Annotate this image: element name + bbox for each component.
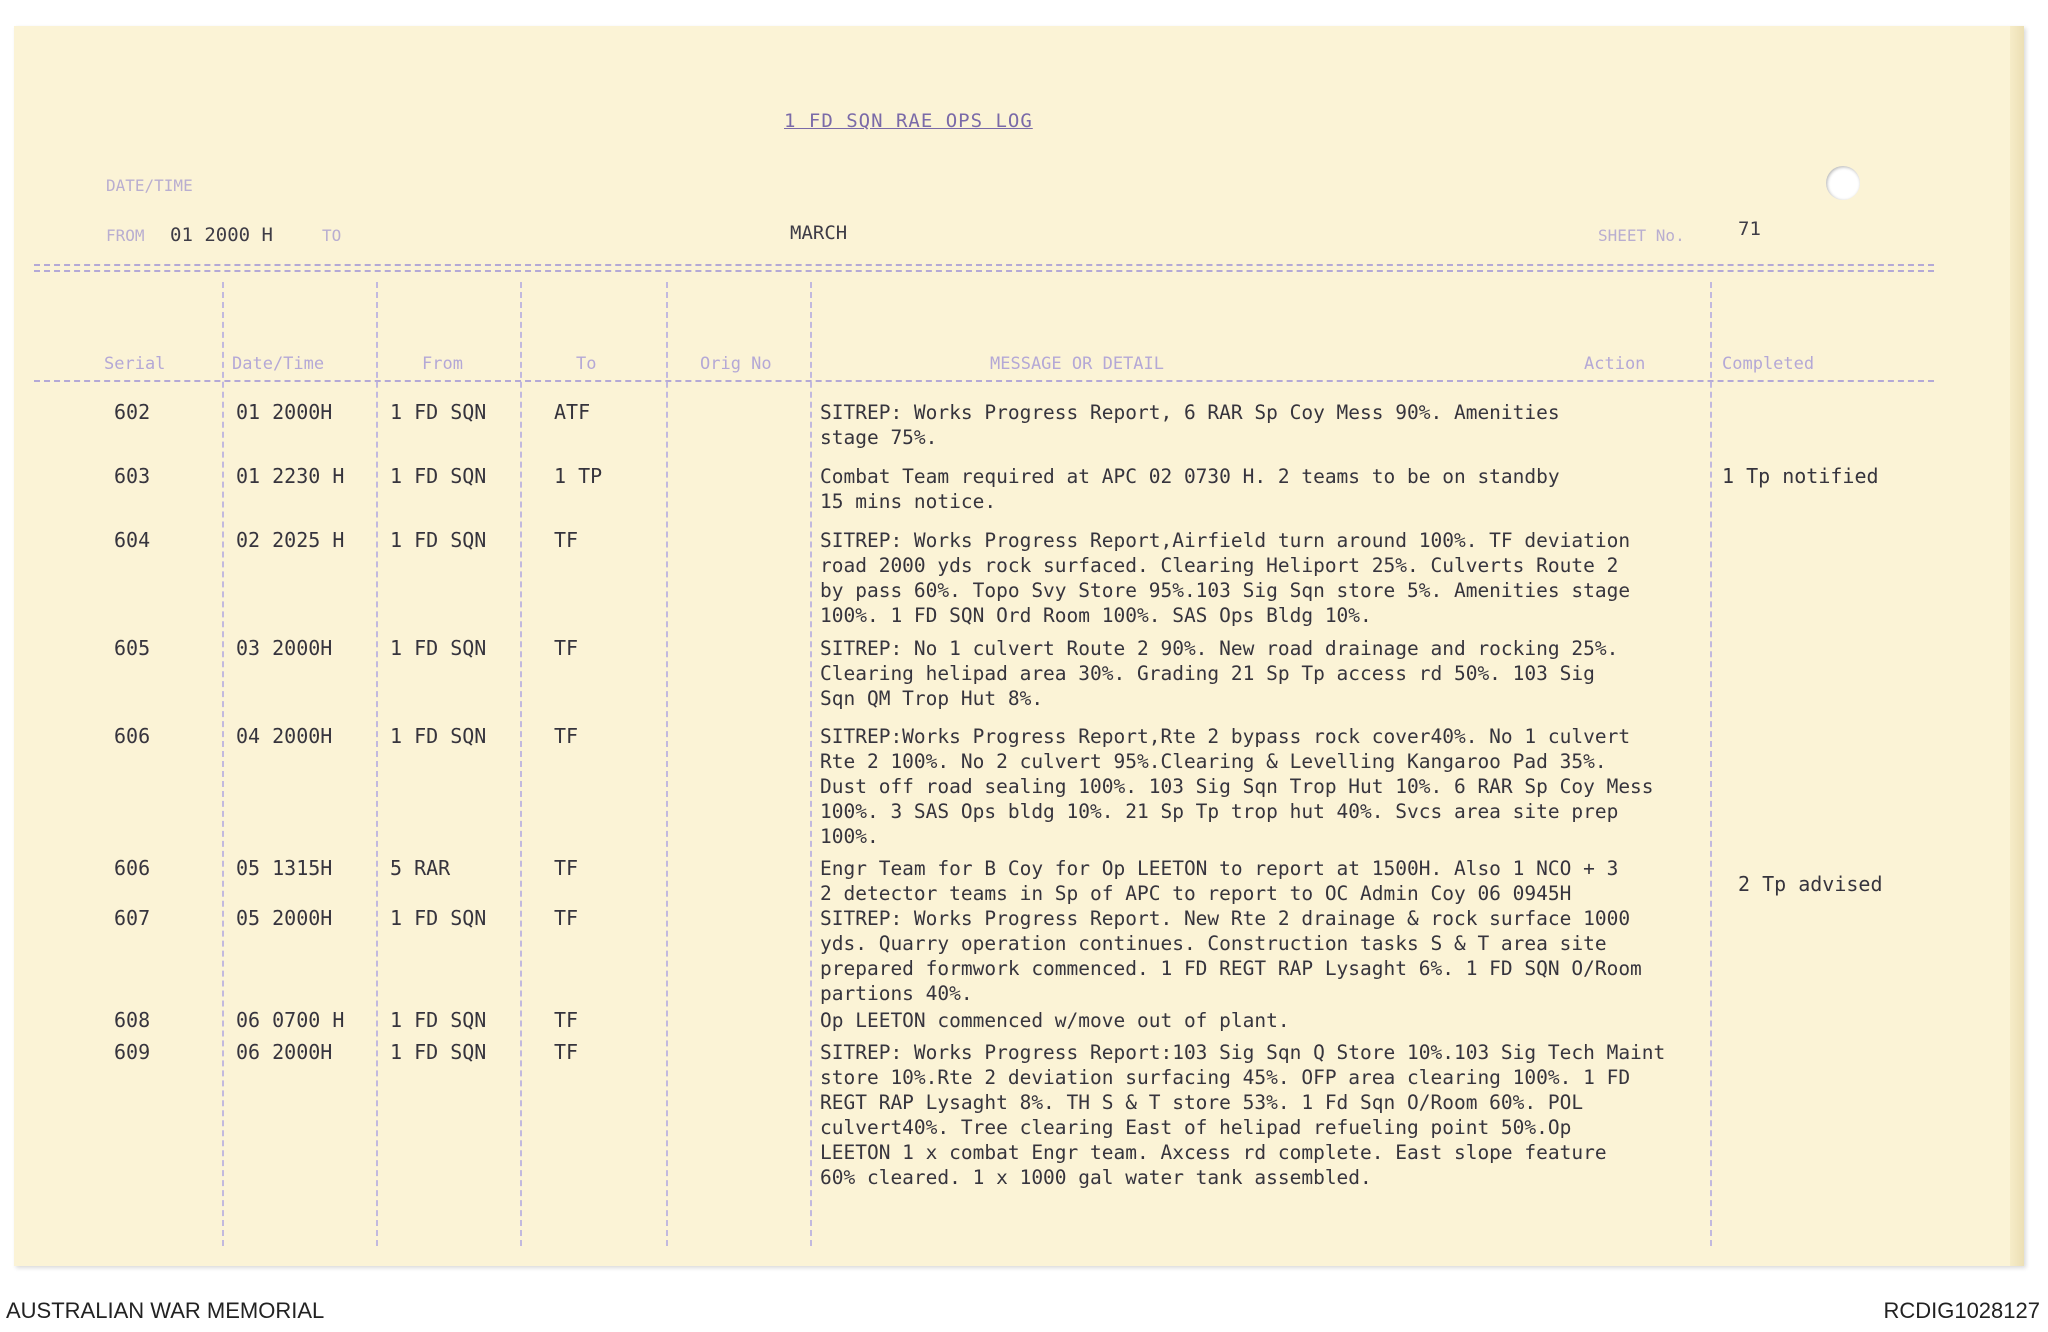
- sheet-label: SHEET No.: [1598, 226, 1685, 245]
- row-completed: 2 Tp advised: [1738, 872, 1883, 896]
- row-to: TF: [554, 906, 579, 930]
- row-to: TF: [554, 528, 579, 552]
- row-message: SITREP: Works Progress Report. New Rte 2 drainage & rock surface 1000 yds. Quarry operation continues. Construction tasks S & T area site prepared formwork commenced. 1 FD REGT RAP Lysaght 6%. 1 FD SQN O/Room partions 40%.: [820, 907, 1642, 1005]
- row-from: 1 FD SQN: [390, 1008, 487, 1032]
- row-datetime: 01 2000H: [236, 400, 333, 424]
- row-serial: 608: [114, 1008, 151, 1032]
- month-value: MARCH: [790, 222, 848, 244]
- row-from: 1 FD SQN: [390, 464, 487, 488]
- col-header-from: From: [422, 354, 463, 374]
- row-from: 1 FD SQN: [390, 528, 487, 552]
- row-datetime: 06 2000H: [236, 1040, 333, 1064]
- row-serial: 602: [114, 400, 151, 424]
- row-datetime: 04 2000H: [236, 724, 333, 748]
- col-divider-2: [376, 282, 378, 1246]
- row-from: 1 FD SQN: [390, 400, 487, 424]
- row-to: 1 TP: [554, 464, 603, 488]
- row-message: SITREP: Works Progress Report, 6 RAR Sp Coy Mess 90%. Amenities stage 75%.: [820, 401, 1560, 449]
- punch-hole: [1826, 166, 1860, 200]
- from-label: FROM: [106, 226, 145, 245]
- row-serial: 606: [114, 856, 151, 880]
- rule-header: [34, 380, 1934, 382]
- row-serial: 609: [114, 1040, 151, 1064]
- col-header-completed: Completed: [1722, 354, 1815, 374]
- row-datetime: 06 0700 H: [236, 1008, 345, 1032]
- row-from: 1 FD SQN: [390, 636, 487, 660]
- row-datetime: 03 2000H: [236, 636, 333, 660]
- row-message: Op LEETON commenced w/move out of plant.: [820, 1009, 1290, 1032]
- col-header-datetime: Date/Time: [232, 354, 325, 374]
- col-header-action: Action: [1584, 354, 1646, 374]
- row-to: TF: [554, 636, 579, 660]
- row-to: TF: [554, 856, 579, 880]
- paper-edge: [2010, 26, 2024, 1266]
- row-datetime: 05 2000H: [236, 906, 333, 930]
- sheet-number: 71: [1738, 218, 1761, 240]
- row-serial: 607: [114, 906, 151, 930]
- rule-top: [34, 264, 1934, 266]
- col-header-orig-no: Orig No: [700, 354, 772, 374]
- row-message: SITREP: No 1 culvert Route 2 90%. New road drainage and rocking 25%. Clearing helipad area 30%. Grading 21 Sp Tp access rd 50%. 103 Sig Sqn QM Trop Hut 8%.: [820, 637, 1619, 710]
- row-to: TF: [554, 724, 579, 748]
- row-datetime: 05 1315H: [236, 856, 333, 880]
- document-sheet: [14, 26, 2024, 1266]
- row-from: 1 FD SQN: [390, 1040, 487, 1064]
- row-message: Engr Team for B Coy for Op LEETON to report at 1500H. Also 1 NCO + 3 2 detector teams in Sp of APC to report to OC Admin Coy 06 0945H: [820, 857, 1619, 905]
- footer-id: RCDIG1028127: [1883, 1298, 2040, 1323]
- row-to: TF: [554, 1008, 579, 1032]
- page-title: 1 FD SQN RAE OPS LOG: [784, 110, 1033, 132]
- to-label: TO: [322, 226, 342, 245]
- row-completed: 1 Tp notified: [1722, 464, 1879, 488]
- from-value: 01 2000 H: [170, 224, 273, 246]
- row-to: ATF: [554, 400, 591, 424]
- col-header-serial: Serial: [104, 354, 166, 374]
- row-serial: 604: [114, 528, 151, 552]
- footer-source: AUSTRALIAN WAR MEMORIAL: [6, 1298, 325, 1323]
- col-divider-3: [520, 282, 522, 1246]
- row-to: TF: [554, 1040, 579, 1064]
- col-divider-4: [666, 282, 668, 1246]
- row-from: 5 RAR: [390, 856, 451, 880]
- col-header-to: To: [576, 354, 597, 374]
- row-serial: 606: [114, 724, 151, 748]
- row-serial: 603: [114, 464, 151, 488]
- row-message: Combat Team required at APC 02 0730 H. 2 teams to be on standby 15 mins notice.: [820, 465, 1560, 513]
- rule-top-2: [34, 270, 1934, 272]
- col-divider-1: [222, 282, 224, 1246]
- datetime-label: DATE/TIME: [106, 176, 193, 195]
- row-from: 1 FD SQN: [390, 906, 487, 930]
- row-datetime: 02 2025 H: [236, 528, 345, 552]
- col-divider-5: [810, 282, 812, 1246]
- row-message: SITREP: Works Progress Report,Airfield turn around 100%. TF deviation road 2000 yds rock surfaced. Clearing Heliport 25%. Culverts Route 2 by pass 60%. Topo Svy Store 95%.103 Sig Sqn store 5%. Amenities stage 100%. 1 FD SQN Ord Room 100%. SAS Ops Bldg 10%.: [820, 529, 1631, 627]
- row-datetime: 01 2230 H: [236, 464, 345, 488]
- col-header-message: MESSAGE OR DETAIL: [990, 354, 1164, 374]
- row-message: SITREP: Works Progress Report:103 Sig Sqn Q Store 10%.103 Sig Tech Maint store 10%.Rte 2 deviation surfacing 45%. OFP area clearing 100%. 1 FD REGT RAP Lysaght 8%. TH S & T store 53%. 1 Fd Sqn O/Room 60%. POL culvert40%. Tree clearing East of helipad refueling point 50%.Op LEETON 1 x combat Engr team. Axcess rd complete. East slope feature 60% cleared. 1 x 1000 gal water tank assembled.: [820, 1041, 1666, 1189]
- row-serial: 605: [114, 636, 151, 660]
- row-message: SITREP:Works Progress Report,Rte 2 bypass rock cover40%. No 1 culvert Rte 2 100%. No 2 culvert 95%.Clearing & Levelling Kangaroo Pad 35%. Dust off road sealing 100%. 103 Sig Sqn Trop Hut 10%. 6 RAR Sp Coy Mess 100%. 3 SAS Ops bldg 10%. 21 Sp Tp trop hut 40%. Svcs area site prep 100%.: [820, 725, 1654, 848]
- row-from: 1 FD SQN: [390, 724, 487, 748]
